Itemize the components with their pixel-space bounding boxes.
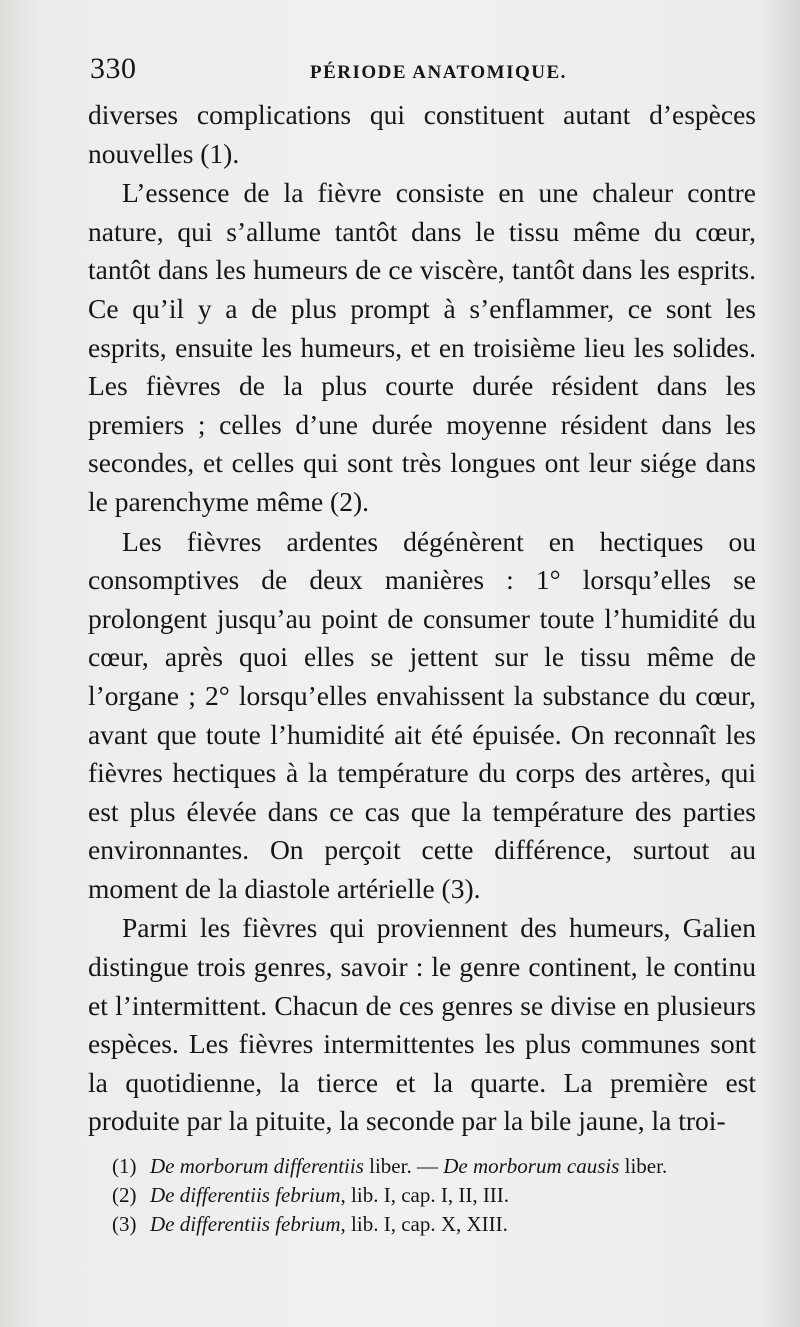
page-header [90, 52, 760, 92]
footnote-text: , lib. I, cap. X, XIII. [340, 1212, 508, 1236]
footnote-title: De differentiis febrium [150, 1212, 341, 1236]
paragraph-continuation: diverses complications qui constituent autant d’espèces nouvelles (1). [88, 99, 756, 169]
footnote-1 [112, 1152, 760, 1181]
footnote-marker: (2) [112, 1183, 137, 1207]
body-text [88, 96, 756, 1141]
footnote-marker: (1) [112, 1154, 137, 1178]
footnote-3 [112, 1210, 760, 1239]
footnote-title: De morborum differentiis [150, 1154, 364, 1178]
footnote-2 [112, 1181, 760, 1210]
page-number: 330 [90, 52, 137, 85]
paragraph-fievres-humeurs: Parmi les fièvres qui proviennent des humeurs, Galien distingue trois genres, savoir : le genre continent, le continu et l’intermittent. Chacun de ces genres se divise en plusieurs espèces. Les fièvres intermittentes les plus communes sont la quotidienne, la tierce et la quarte. La première est produite par la pituite, la seconde par la bile jaune, la troi- [88, 912, 756, 1137]
footnote-title: De morborum causis [443, 1154, 620, 1178]
footnote-text: liber. — [363, 1154, 444, 1178]
footnote-title: De differentiis febrium [150, 1183, 341, 1207]
paragraph-fievres-ardentes: Les fièvres ardentes dégénèrent en hectiques ou consomptives de deux manières : 1° lorsqu’elles se prolongent jusqu’au point de consumer toute l’humidité du cœur, après quoi elles se jettent sur le tissu même de l’organe ; 2° lorsqu’elles envahissent la substance du cœur, avant que toute l’humidité ait été épuisée. On reconnaît les fièvres hectiques à la température du corps des artères, qui est plus élevée dans ce cas que la température des parties environnantes. On perçoit cette différence, surtout au moment de la diastole artérielle (3). [88, 525, 756, 904]
footnote-marker: (3) [112, 1212, 137, 1236]
footnotes [112, 1152, 760, 1239]
footnote-text: , lib. I, cap. I, II, III. [340, 1183, 510, 1207]
footnote-text: liber. [619, 1154, 668, 1178]
paragraph-essence-fievre: L’essence de la fièvre consiste en une chaleur contre nature, qui s’allume tantôt dans le tissu même du cœur, tantôt dans les humeurs de ce viscère, tantôt dans les esprits. Ce qu’il y a de plus prompt à s’enflammer, ce sont les esprits, ensuite les humeurs, et en troisième lieu les solides. Les fièvres de la plus courte durée résident dans les premiers ; celles d’une durée moyenne résident dans les secondes, et celles qui sont très longues ont leur siége dans le parenchyme même (2). [88, 177, 756, 517]
running-title: PÉRIODE ANATOMIQUE. [310, 62, 567, 83]
